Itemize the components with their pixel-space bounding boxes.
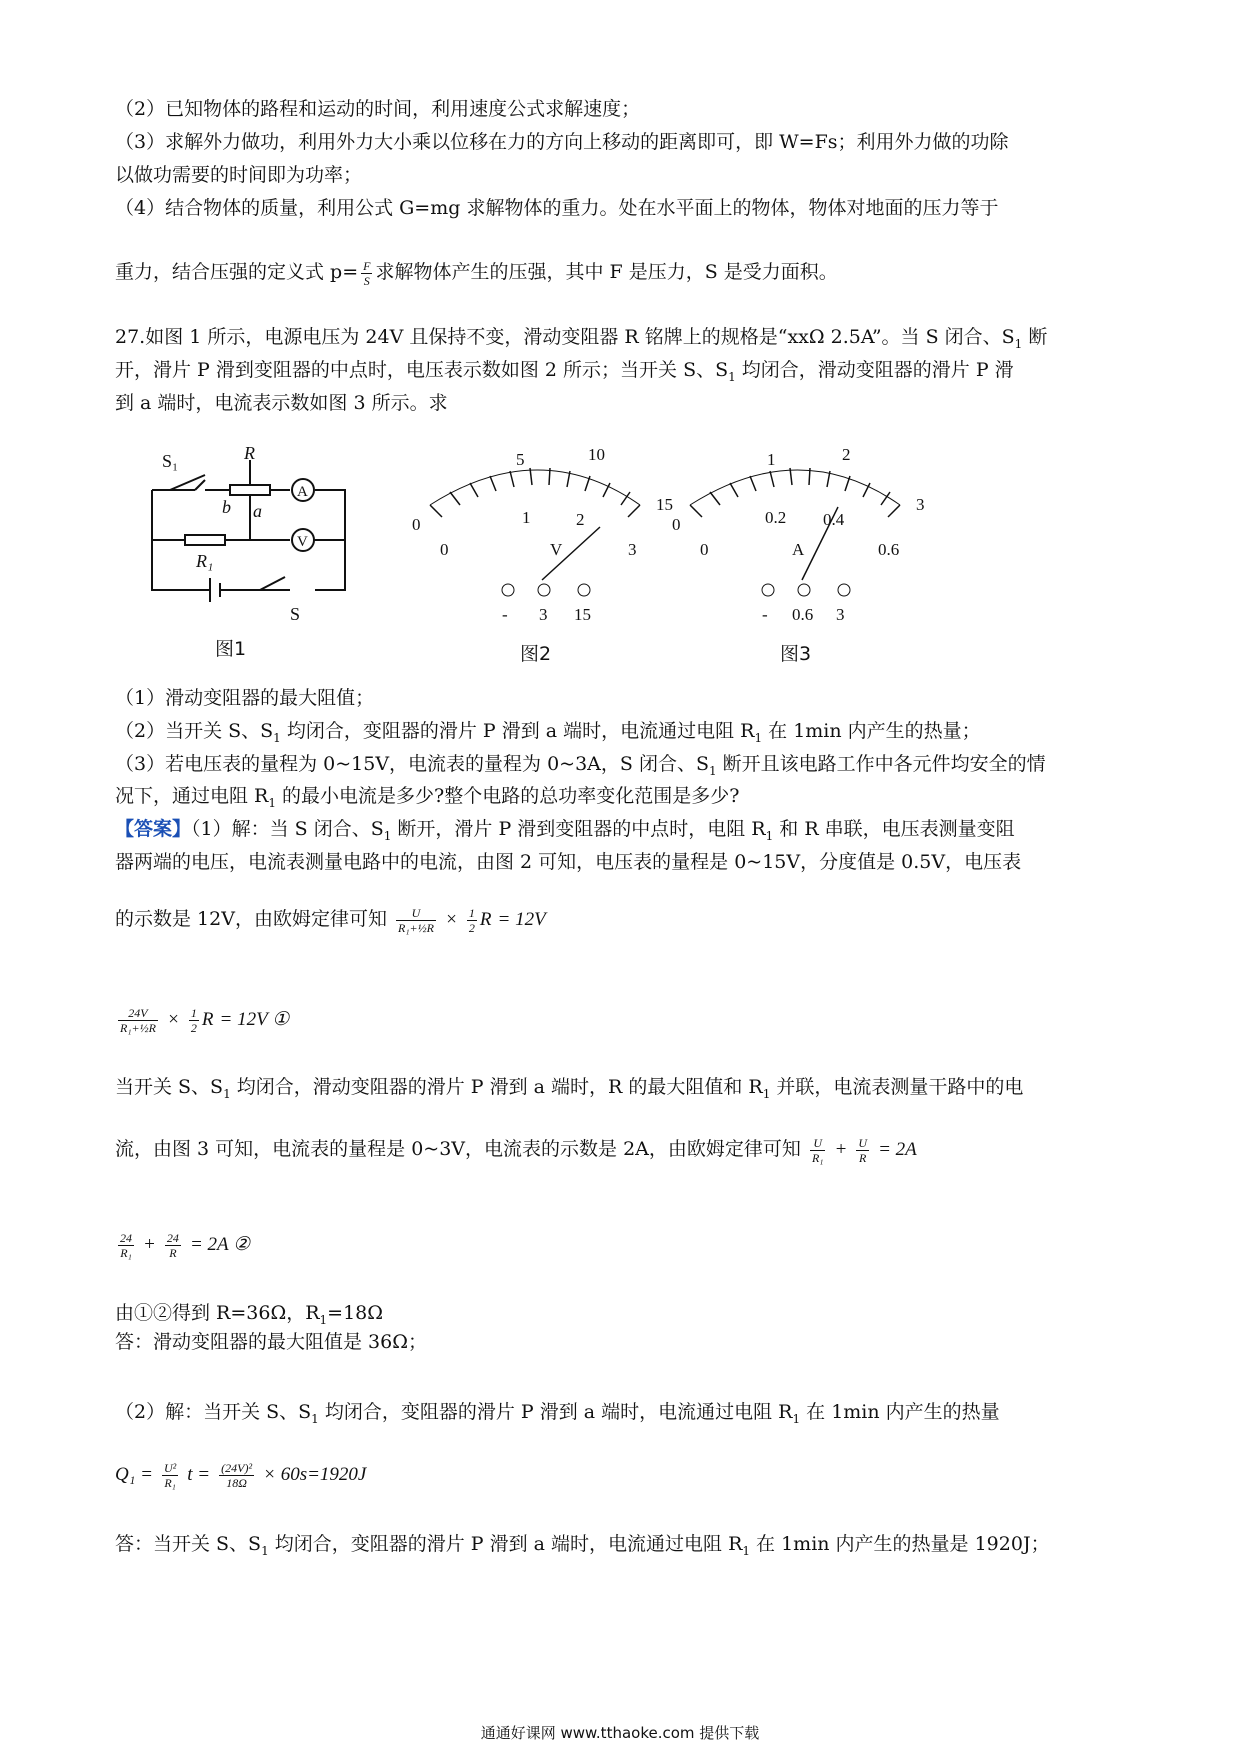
svg-text:2: 2 <box>576 510 585 529</box>
svg-text:3: 3 <box>916 495 925 514</box>
svg-text:3: 3 <box>628 540 637 559</box>
label-r: R <box>244 445 255 463</box>
label-s1: S₁ <box>162 451 179 471</box>
figure-2-label: 图2 <box>520 643 552 665</box>
label-s: S <box>290 604 301 624</box>
svg-text:-: - <box>502 605 508 624</box>
svg-text:0.6: 0.6 <box>878 540 900 559</box>
figure-1-label: 图1 <box>215 638 247 660</box>
answer-part2-line1: （2）解：当开关 S、$S_1$ 均闭合，变阻器的滑片 P 滑到 a 端时，电流通过电阻 $R_1$ 在 1min 内产生的热量 <box>115 1401 1000 1426</box>
svg-text:0.2: 0.2 <box>765 508 787 527</box>
svg-text:0.6: 0.6 <box>792 605 814 624</box>
svg-text:15: 15 <box>656 495 673 514</box>
text: （4）结合物体的质量，利用公式 G=mg 求解物体的重力。处在水平面上的物体，物体对地面的压力等于 <box>115 197 999 219</box>
result-line: 由①②得到 R=36Ω，$R_1=18\Omega$ <box>115 1302 384 1327</box>
subquestion-1: （1）滑动变阻器的最大阻值； <box>115 687 375 709</box>
svg-text:15: 15 <box>574 605 591 624</box>
svg-text:0: 0 <box>440 540 449 559</box>
voltmeter-dial <box>412 445 673 665</box>
text-line <box>115 95 1135 123</box>
figure-3-label: 图3 <box>780 643 812 665</box>
subquestion-3-line1: （3）若电压表的量程为 0~15V，电流表的量程为 0~3A，S 闭合、$S_1$ 断开且该电路工作中各元件均安全的情 <box>115 753 1046 778</box>
answer-tag: 【答案】 <box>115 818 192 840</box>
answer-line4: 当开关 S、$S_1$ 均闭合，滑动变阻器的滑片 P 滑到 a 端时，R 的最大阻值和 $R_1$ 并联，电流表测量干路中的电 <box>115 1076 1024 1101</box>
equation-q1: Q₁ = $\frac{\text{U²}}{\text{R₁}}$ t = $\frac{\text{(24V)²}}{18\Omega}$ × 60s=1920J <box>115 1460 367 1490</box>
text-line <box>115 161 1135 189</box>
answer-part1-conclusion: 答：滑动变阻器的最大阻值是 36Ω； <box>115 1331 427 1353</box>
svg-text:0.4: 0.4 <box>823 510 845 529</box>
text: 以做功需要的时间即为功率； <box>115 164 363 186</box>
answer-part2-conclusion: 答：当开关 S、$S_1$ 均闭合，变阻器的滑片 P 滑到 a 端时，电流通过电阻 $R_1$ 在 1min 内产生的热量是 1920J； <box>115 1533 1050 1558</box>
label-r1: R₁ <box>196 551 214 571</box>
svg-text:V: V <box>550 540 563 559</box>
svg-text:10: 10 <box>588 445 605 464</box>
answer-line3: 的示数是 12V，由欧姆定律可知 $\frac{U}{\text{R₁+½R}}$ × $\frac{1}{2}$ R = 12V <box>115 905 546 935</box>
svg-text:1: 1 <box>522 508 531 527</box>
ammeter-dial <box>672 445 925 665</box>
text-line <box>115 128 1135 156</box>
equation-1: $\frac{24V}{\text{R₁+½R}}$ × $\frac{1}{2}$ R = 12V ① <box>120 1005 290 1035</box>
label-b: b <box>222 497 231 517</box>
text: （3）求解外力做功，利用外力大小乘以位移在力的方向上移动的距离即可，即 W=Fs；利用外力做的功除 <box>115 131 1009 153</box>
answer-line2: 器两端的电压，电流表测量电路中的电流，由图 2 可知，电压表的量程是 0~15V，分度值是 0.5V，电压表 <box>115 851 1022 873</box>
fraction-u-over-sum: $\frac{U}{\text{R₁+½R}}$ <box>398 905 434 935</box>
equation-2: $\frac{24}{\text{R₁}}$ + $\frac{24}{R}$ = 2A ② <box>120 1230 251 1260</box>
svg-text:0: 0 <box>412 515 421 534</box>
answer-line5: 流，由图 3 可知，电流表的量程是 0~3V，电流表的示数是 2A，由欧姆定律可知 $\frac{U}{\text{R₁}}$ + $\frac{U}{R}$ = 2A <box>115 1135 917 1165</box>
page-footer: 通通好课网 www.tthaoke.com 提供下载 <box>480 1724 760 1742</box>
circuit-and-meters-figure <box>140 445 940 680</box>
ammeter-symbol: A <box>297 484 308 500</box>
text: 求解物体产生的压强，其中 F 是压力，S 是受力面积。 <box>375 261 838 283</box>
svg-text:0: 0 <box>672 515 681 534</box>
answer-line1: 【答案】（1）解：当 S 闭合、$S_1$ 断开，滑片 P 滑到变阻器的中点时，电阻 $R_1$ 和 R 串联，电压表测量变阻 <box>115 818 1015 843</box>
svg-text:3: 3 <box>836 605 845 624</box>
subquestion-2: （2）当开关 S、$S_1$ 均闭合，变阻器的滑片 P 滑到 a 端时，电流通过电阻 $R_1$ 在 1min 内产生的热量； <box>115 720 981 745</box>
svg-text:0: 0 <box>700 540 709 559</box>
subquestion-3-line2: 况下，通过电阻 $R_1$ 的最小电流是多少?整个电路的总功率变化范围是多少? <box>115 785 740 810</box>
label-a: a <box>253 501 262 521</box>
svg-text:5: 5 <box>516 450 525 469</box>
question-27-line1: 27.如图 1 所示，电源电压为 24V 且保持不变，滑动变阻器 R 铭牌上的规格是“xxΩ 2.5A”。当 S 闭合、$S_1$ 断 <box>115 326 1048 351</box>
circuit-diagram <box>152 460 345 602</box>
svg-text:-: - <box>762 605 768 624</box>
voltmeter-symbol: V <box>297 534 308 550</box>
question-27-line3: 到 a 端时，电流表示数如图 3 所示。求 <box>115 392 448 414</box>
svg-text:2: 2 <box>842 445 851 464</box>
question-27-line2: 开，滑片 P 滑到变阻器的中点时，电压表示数如图 2 所示；当开关 S、$S_1$ 均闭合，滑动变阻器的滑片 P 滑 <box>115 359 1014 384</box>
svg-text:3: 3 <box>539 605 548 624</box>
svg-text:A: A <box>792 540 805 559</box>
text-line <box>115 194 1135 222</box>
text: 重力，结合压强的定义式 p= <box>115 261 359 283</box>
text-line <box>115 258 1135 288</box>
fraction-f-over-s: $\frac{F}{S}$ <box>363 258 371 288</box>
text: （2）已知物体的路程和运动的时间，利用速度公式求解速度； <box>115 98 641 120</box>
svg-text:1: 1 <box>767 450 776 469</box>
